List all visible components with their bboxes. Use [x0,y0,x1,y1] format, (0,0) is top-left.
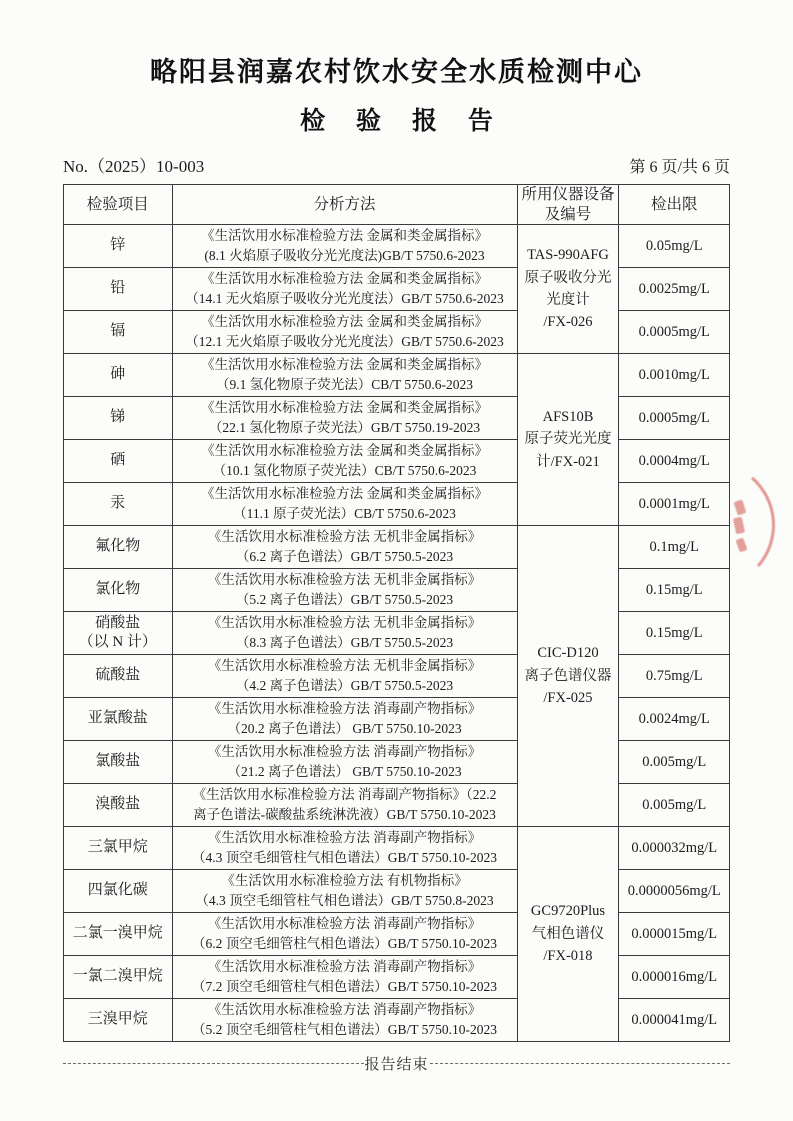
detection-limit-cell: 0.0000056mg/L [619,870,730,913]
method-cell: 《生活饮用水标准检验方法 有机物指标》 （4.3 顶空毛细管柱气相色谱法）GB/T 5750.8-2023 [172,870,517,913]
item-cell: 二氯一溴甲烷 [64,913,173,956]
method-cell: 《生活饮用水标准检验方法 金属和类金属指标》 （9.1 氢化物原子荧光法）CB/T 5750.6-2023 [172,354,517,397]
detection-limit-cell: 0.15mg/L [619,612,730,655]
report-title: 检 验 报 告 [300,107,505,135]
column-header-3: 检出限 [619,185,730,225]
table-row [64,311,730,354]
table-row [64,612,730,655]
table-row [64,784,730,827]
column-header-1: 分析方法 [172,185,517,225]
table-row [64,225,730,268]
method-cell: 《生活饮用水标准检验方法 无机非金属指标》 （8.3 离子色谱法）GB/T 5750.5-2023 [172,612,517,655]
item-cell: 三溴甲烷 [64,999,173,1042]
detection-limit-cell: 0.1mg/L [619,526,730,569]
table-row [64,698,730,741]
method-cell: 《生活饮用水标准检验方法 金属和类金属指标》 （10.1 氢化物原子荧光法）CB/T 5750.6-2023 [172,440,517,483]
method-cell: 《生活饮用水标准检验方法 消毒副产物指标》 （6.2 顶空毛细管柱气相色谱法）GB/T 5750.10-2023 [172,913,517,956]
detection-limit-cell: 0.0005mg/L [619,311,730,354]
item-cell: 四氯化碳 [64,870,173,913]
column-header-2: 所用仪器设备 及编号 [517,185,619,225]
item-cell: 硒 [64,440,173,483]
table-row [64,483,730,526]
method-cell: 《生活饮用水标准检验方法 金属和类金属指标》 （22.1 氢化物原子荧光法）GB/T 5750.19-2023 [172,397,517,440]
method-cell: 《生活饮用水标准检验方法 金属和类金属指标》 （12.1 无火焰原子吸收分光光度法）GB/T 5750.6-2023 [172,311,517,354]
item-cell: 三氯甲烷 [64,827,173,870]
dashed-divider-left [63,1063,364,1064]
page-indicator: 第 6 页/共 6 页 [629,159,730,176]
table-row [64,440,730,483]
report-number: No.（2025）10-003 [63,157,205,176]
item-cell: 硫酸盐 [64,655,173,698]
column-header-0: 检验项目 [64,185,173,225]
instrument-cell: AFS10B 原子荧光光度 计/FX-021 [517,354,619,526]
meta-row [63,152,730,177]
detection-limit-cell: 0.005mg/L [619,741,730,784]
table-row [64,354,730,397]
table-header-row [64,185,730,225]
method-cell: 《生活饮用水标准检验方法 消毒副产物指标》 （20.2 离子色谱法） GB/T 5750.10-2023 [172,698,517,741]
end-note-text: 报告结束 [364,1057,429,1073]
detection-limit-cell: 0.0005mg/L [619,397,730,440]
instrument-cell: CIC-D120 离子色谱仪器 /FX-025 [517,526,619,827]
detection-limit-cell: 0.15mg/L [619,569,730,612]
detection-limit-cell: 0.0010mg/L [619,354,730,397]
method-cell: 《生活饮用水标准检验方法 无机非金属指标》 （5.2 离子色谱法）GB/T 5750.5-2023 [172,569,517,612]
table-row [64,268,730,311]
item-cell: 硝酸盐 （以 N 计） [64,612,173,655]
method-cell: 《生活饮用水标准检验方法 无机非金属指标》 （6.2 离子色谱法）GB/T 5750.5-2023 [172,526,517,569]
item-cell: 砷 [64,354,173,397]
table-row [64,569,730,612]
item-cell: 锑 [64,397,173,440]
table-row [64,956,730,999]
method-cell: 《生活饮用水标准检验方法 消毒副产物指标》 （4.3 顶空毛细管柱气相色谱法）GB/T 5750.10-2023 [172,827,517,870]
item-cell: 溴酸盐 [64,784,173,827]
instrument-cell: GC9720Plus 气相色谱仪 /FX-018 [517,827,619,1042]
detection-limit-cell: 0.000041mg/L [619,999,730,1042]
detection-limit-cell: 0.000016mg/L [619,956,730,999]
table-row [64,655,730,698]
item-cell: 铅 [64,268,173,311]
method-cell: 《生活饮用水标准检验方法 消毒副产物指标》（22.2 离子色谱法-碳酸盐系统淋洗液）GB/T 5750.10-2023 [172,784,517,827]
method-cell: 《生活饮用水标准检验方法 消毒副产物指标》 （21.2 离子色谱法） GB/T 5750.10-2023 [172,741,517,784]
item-cell: 一氯二溴甲烷 [64,956,173,999]
table-row [64,870,730,913]
item-cell: 锌 [64,225,173,268]
detection-limit-cell: 0.000015mg/L [619,913,730,956]
detection-limit-cell: 0.0004mg/L [619,440,730,483]
item-cell: 镉 [64,311,173,354]
table-row [64,397,730,440]
instrument-cell: TAS-990AFG 原子吸收分光 光度计 /FX-026 [517,225,619,354]
detection-limit-cell: 0.05mg/L [619,225,730,268]
method-cell: 《生活饮用水标准检验方法 金属和类金属指标》 （11.1 原子荧光法）CB/T 5750.6-2023 [172,483,517,526]
item-cell: 汞 [64,483,173,526]
item-cell: 氟化物 [64,526,173,569]
item-cell: 氯化物 [64,569,173,612]
org-title: 略阳县润嘉农村饮水安全水质检测中心 [150,57,643,87]
detection-limit-cell: 0.005mg/L [619,784,730,827]
item-cell: 亚氯酸盐 [64,698,173,741]
detection-limit-cell: 0.0025mg/L [619,268,730,311]
method-cell: 《生活饮用水标准检验方法 金属和类金属指标》 （14.1 无火焰原子吸收分光光度法）GB/T 5750.6-2023 [172,268,517,311]
table-row [64,741,730,784]
table-row [64,526,730,569]
table-row [64,913,730,956]
method-cell: 《生活饮用水标准检验方法 消毒副产物指标》 （7.2 顶空毛细管柱气相色谱法）GB/T 5750.10-2023 [172,956,517,999]
detection-limit-cell: 0.0024mg/L [619,698,730,741]
detection-limit-cell: 0.0001mg/L [619,483,730,526]
table-row [64,999,730,1042]
method-cell: 《生活饮用水标准检验方法 无机非金属指标》 （4.2 离子色谱法）GB/T 5750.5-2023 [172,655,517,698]
table-row [64,827,730,870]
dashed-divider-right [430,1063,731,1064]
item-cell: 氯酸盐 [64,741,173,784]
method-cell: 《生活饮用水标准检验方法 消毒副产物指标》 （5.2 顶空毛细管柱气相色谱法）GB/T 5750.10-2023 [172,999,517,1042]
detection-limit-cell: 0.000032mg/L [619,827,730,870]
end-of-report-line [63,1053,730,1074]
detection-limit-cell: 0.75mg/L [619,655,730,698]
method-cell: 《生活饮用水标准检验方法 金属和类金属指标》 (8.1 火焰原子吸收分光光度法)GB/T 5750.6-2023 [172,225,517,268]
results-table [63,184,730,1042]
